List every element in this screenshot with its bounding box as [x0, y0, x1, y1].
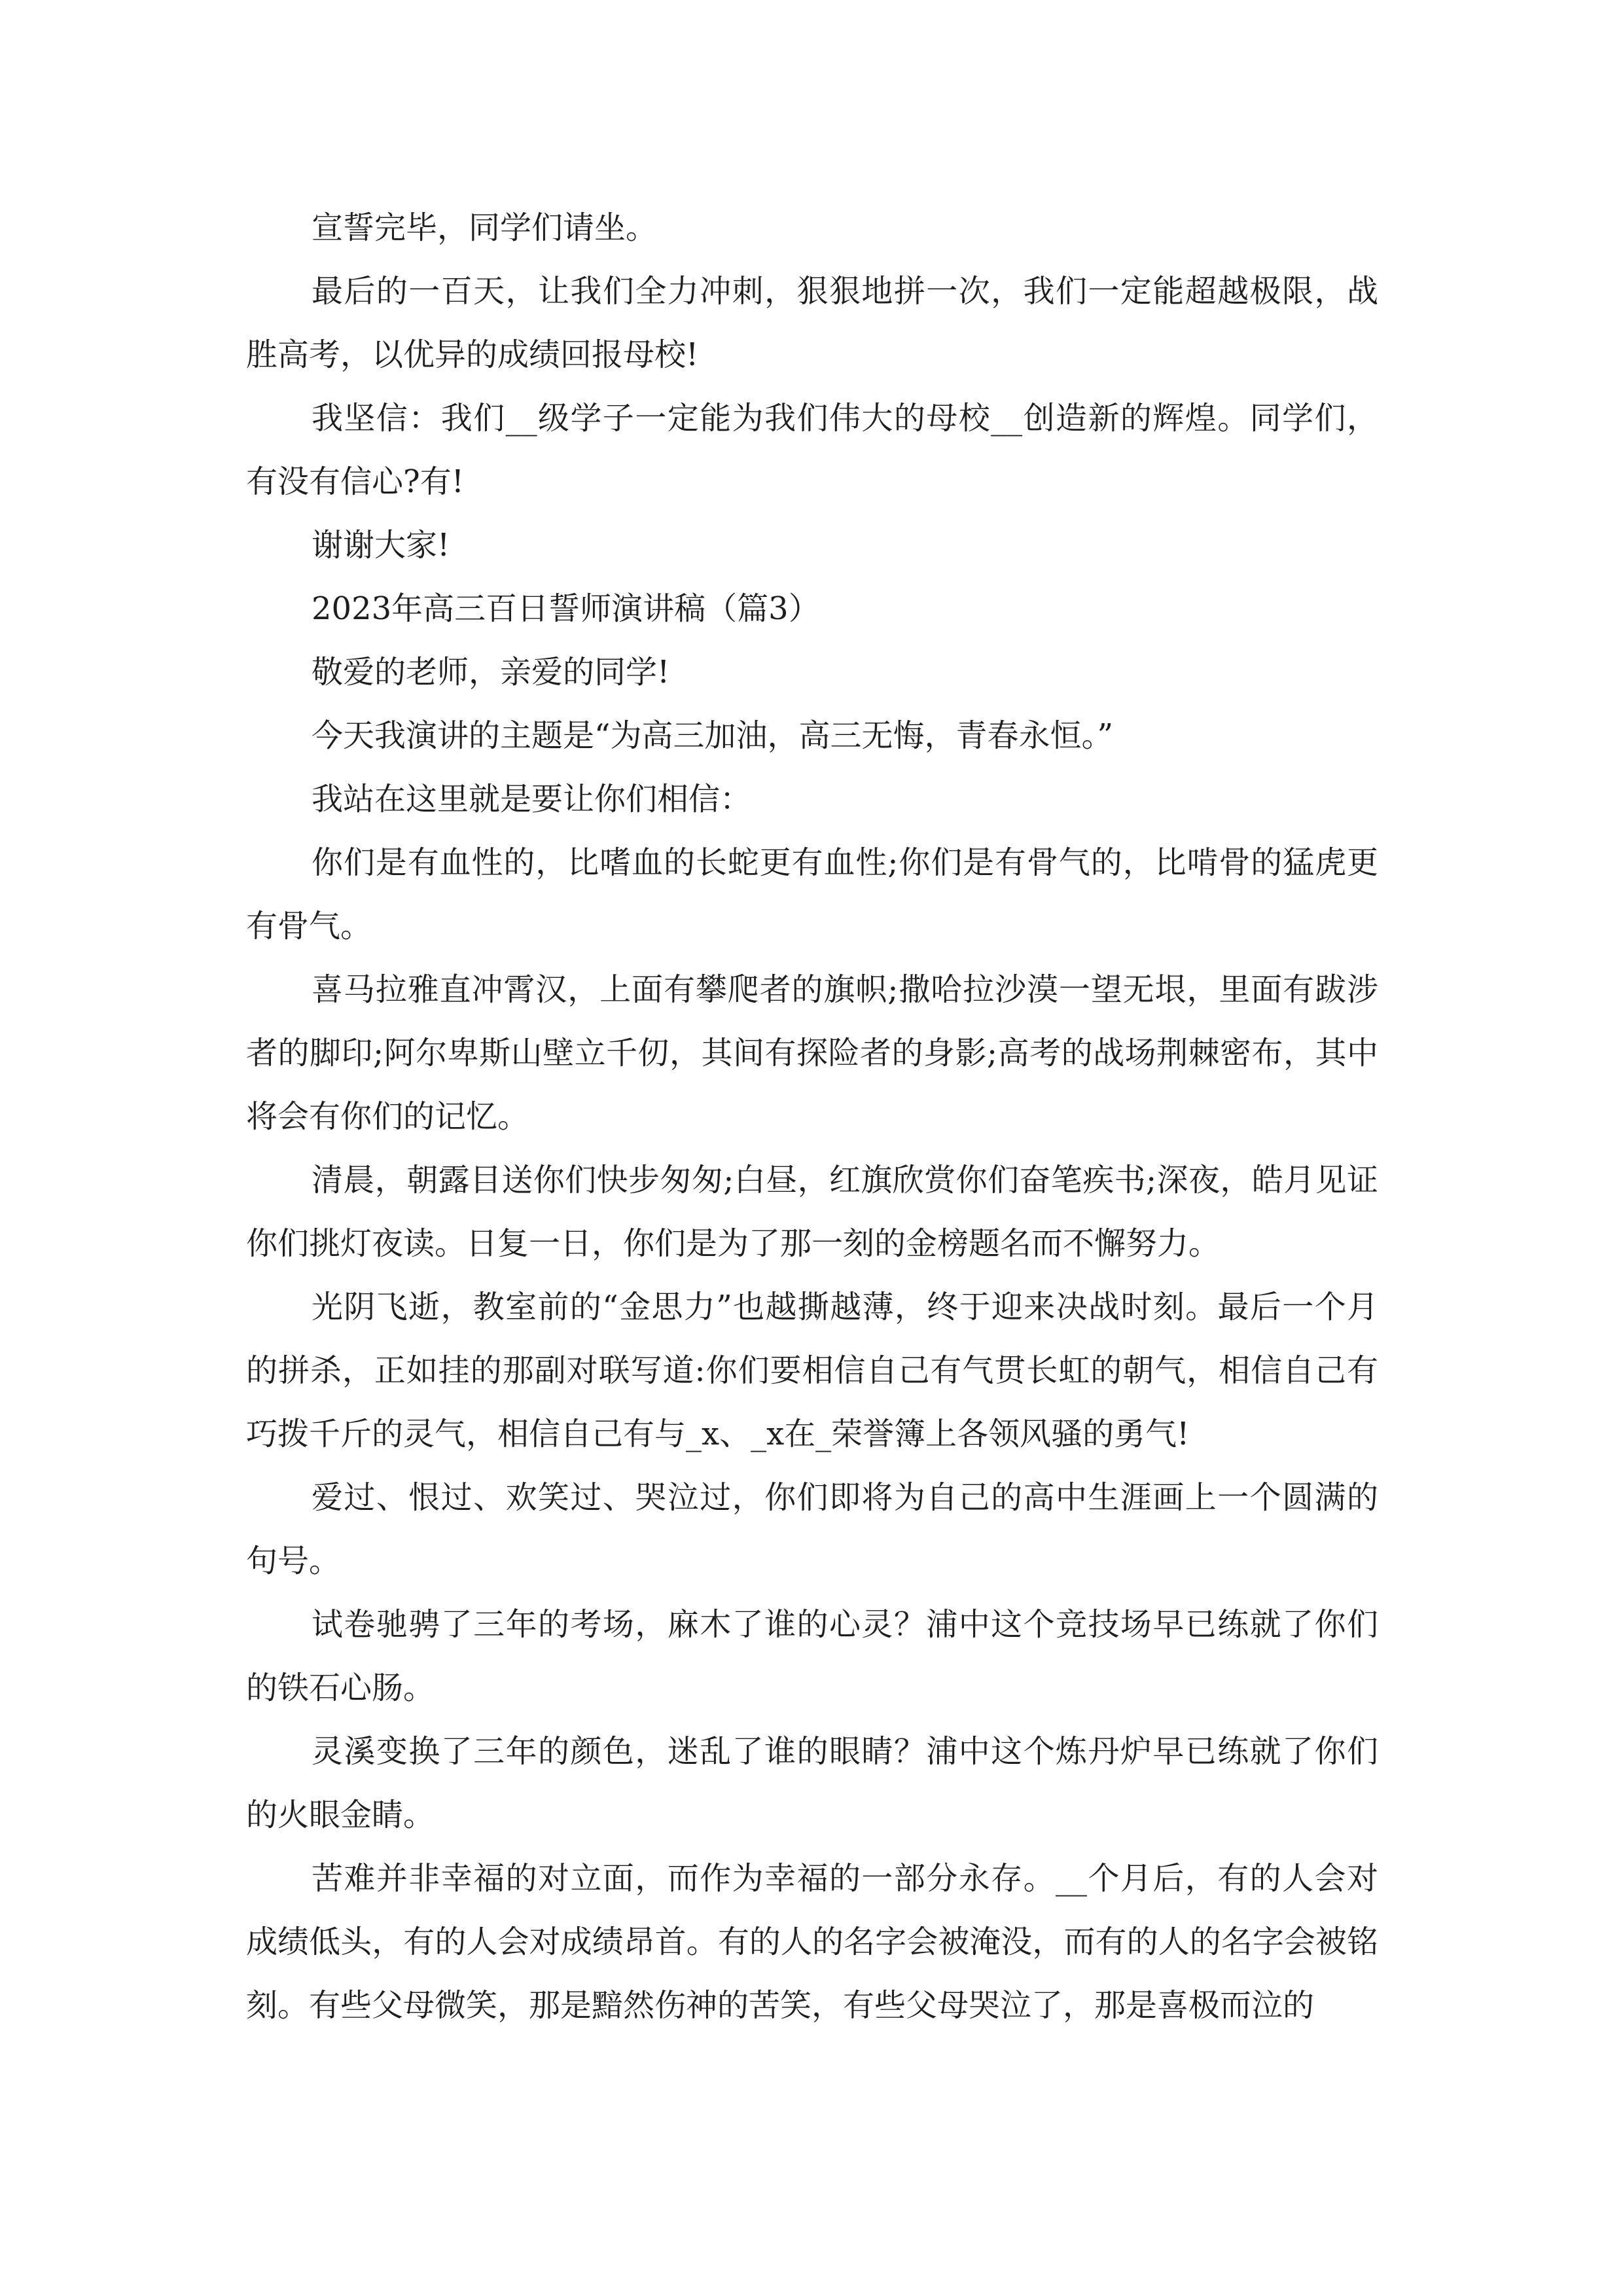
paragraph: 我坚信：我们__级学子一定能为我们伟大的母校__创造新的辉煌。同学们，有没有信心?有! [246, 400, 1378, 500]
paragraph: 苦难并非幸福的对立面，而作为幸福的一部分永存。__个月后，有的人会对成绩低头，有的人会对成绩昂首。有的人的名字会被淹没，而有的人的名字会被铭刻。有些父母微笑，那是黯然伤神的苦笑，有些父母哭泣了，那是喜极而泣的 [246, 1860, 1378, 2024]
paragraph: 今天我演讲的主题是“为高三加油，高三无悔，青春永恒。” [312, 717, 1114, 754]
paragraph: 爱过、恨过、欢笑过、哭泣过，你们即将为自己的高中生涯画上一个圆满的句号。 [246, 1479, 1378, 1579]
paragraph: 你们是有血性的，比嗜血的长蛇更有血性;你们是有骨气的，比啃骨的猛虎更有骨气。 [246, 844, 1378, 944]
paragraph: 灵溪变换了三年的颜色，迷乱了谁的眼睛？浦中这个炼丹炉早已练就了你们的火眼金睛。 [246, 1733, 1378, 1833]
paragraph: 我站在这里就是要让你们相信： [312, 781, 752, 817]
paragraph: 宣誓完毕，同学们请坐。 [312, 209, 658, 246]
paragraph: 喜马拉雅直冲霄汉，上面有攀爬者的旗帜;撒哈拉沙漠一望无垠，里面有跋涉者的脚印;阿尔卑斯山壁立千仞，其间有探险者的身影;高考的战场荆棘密布，其中将会有你们的记忆。 [246, 971, 1378, 1135]
document-body [246, 196, 1378, 2037]
paragraph: 最后的一百天，让我们全力冲刺，狠狠地拼一次，我们一定能超越极限，战胜高考，以优异的成绩回报母校! [246, 273, 1378, 373]
paragraph: 清晨，朝露目送你们快步匆匆;白昼，红旗欣赏你们奋笔疾书;深夜，皓月见证你们挑灯夜读。日复一日，你们是为了那一刻的金榜题名而不懈努力。 [246, 1162, 1378, 1262]
paragraph: 敬爱的老师，亲爱的同学! [312, 654, 670, 691]
paragraph: 谢谢大家! [312, 527, 450, 564]
paragraph: 光阴飞逝，教室前的“金思力”也越撕越薄，终于迎来决战时刻。最后一个月的拼杀，正如挂的那副对联写道:你们要相信自己有气贯长虹的朝气，相信自己有巧拨千斤的灵气，相信自己有与_x、_x在_荣誉簿上各领风骚的勇气! [246, 1289, 1378, 1452]
paragraph: 试卷驰骋了三年的考场，麻木了谁的心灵？浦中这个竞技场早已练就了你们的铁石心肠。 [246, 1606, 1378, 1706]
section-heading: 2023年高三百日誓师演讲稿（篇3） [312, 590, 820, 627]
